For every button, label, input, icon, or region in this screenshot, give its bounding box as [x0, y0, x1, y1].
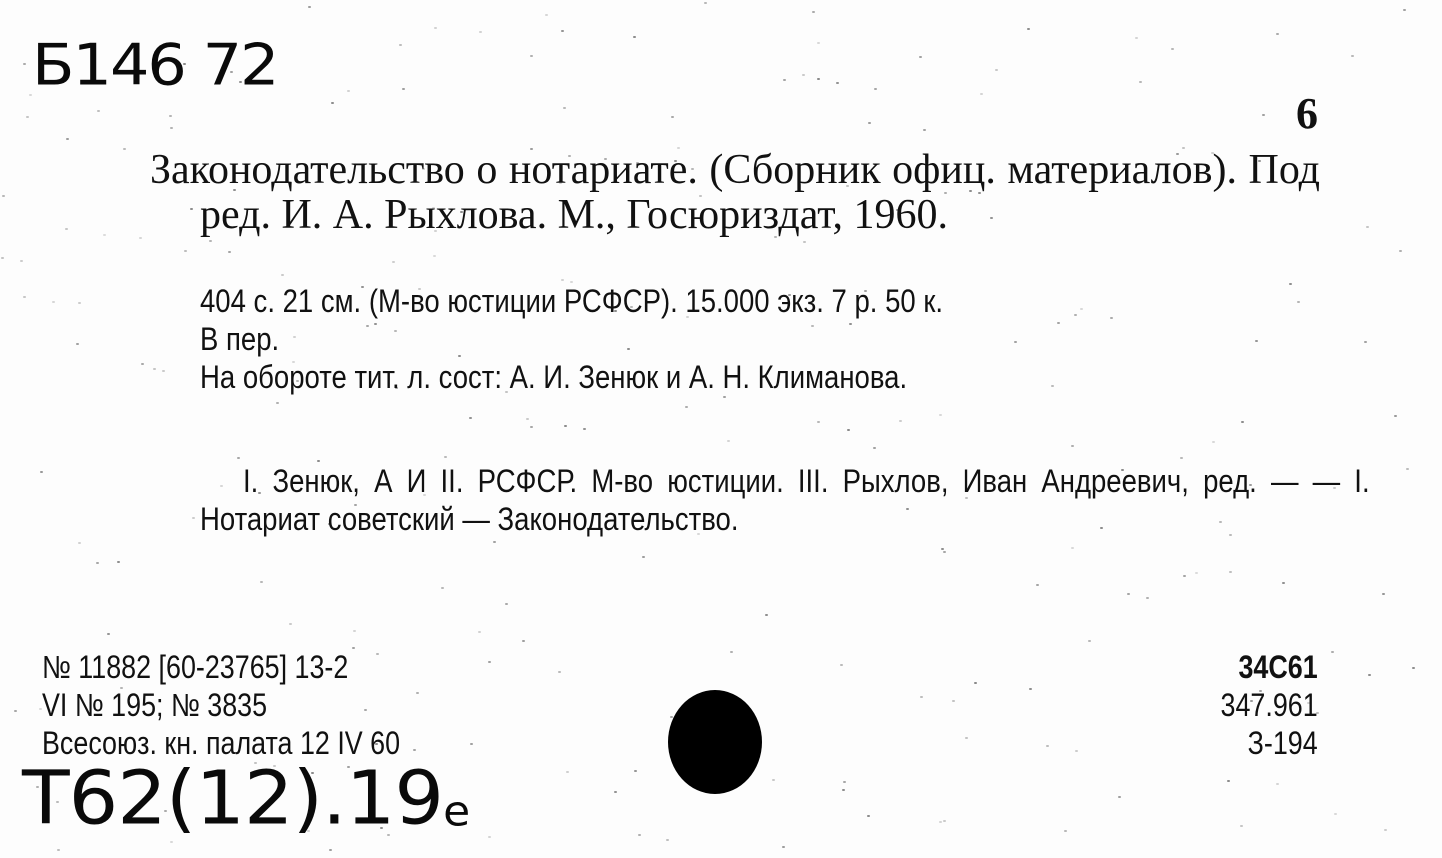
paper-speck — [730, 651, 733, 653]
tracings-text: I. Зенюк, А И II. РСФСР. М-во юстиции. III. Рыхлов, Иван Андреевич, ред. — — I. Нотариат советский — Законодательство. — [200, 463, 1370, 537]
paper-speck — [23, 296, 26, 298]
paper-speck — [209, 240, 212, 242]
classification-code: 347.961 — [1220, 687, 1318, 723]
subject-tracings — [150, 462, 1370, 538]
paper-speck — [873, 447, 876, 449]
paper-speck — [66, 138, 69, 140]
paper-speck — [1297, 301, 1300, 303]
paper-speck — [416, 692, 419, 694]
paper-speck — [723, 396, 726, 398]
paper-speck — [530, 55, 533, 57]
paper-speck — [980, 93, 983, 95]
paper-speck — [1146, 597, 1149, 599]
paper-speck — [1331, 651, 1334, 653]
paper-speck — [614, 791, 617, 793]
paper-speck — [52, 301, 55, 303]
paper-speck — [965, 737, 968, 739]
paper-speck — [558, 671, 561, 673]
paper-speck — [402, 88, 405, 90]
paper-speck — [117, 561, 120, 563]
paper-speck — [441, 587, 444, 589]
paper-speck — [308, 6, 311, 8]
paper-speck — [488, 836, 491, 838]
registration-line: VI № 195; № 3835 — [42, 687, 268, 723]
punch-hole — [668, 690, 762, 794]
paper-speck — [478, 631, 481, 633]
paper-speck — [939, 414, 942, 416]
paper-speck — [671, 116, 674, 118]
paper-speck — [563, 107, 566, 109]
paper-speck — [772, 779, 775, 781]
paper-speck — [1127, 593, 1130, 595]
paper-speck — [899, 420, 902, 422]
paper-speck — [923, 129, 926, 131]
paper-speck — [184, 250, 187, 252]
paper-speck — [1289, 283, 1292, 285]
paper-speck — [1406, 468, 1409, 470]
paper-speck — [470, 743, 473, 745]
paper-speck — [1139, 81, 1142, 83]
paper-speck — [23, 63, 26, 65]
paper-speck — [1046, 745, 1049, 747]
description-line: На обороте тит. л. сост: А. И. Зенюк и А. Н. Климанова. — [200, 359, 908, 395]
paper-speck — [1403, 9, 1406, 11]
paper-speck — [1384, 829, 1387, 831]
paper-speck — [561, 30, 564, 32]
description-line: 404 с. 21 см. (М-во юстиции РСФСР). 15.000 экз. 7 р. 50 к. — [200, 283, 944, 319]
paper-speck — [941, 548, 944, 550]
paper-speck — [704, 2, 707, 4]
paper-speck — [57, 849, 60, 851]
paper-speck — [765, 614, 768, 616]
paper-speck — [727, 440, 730, 442]
classification-codes — [1221, 648, 1318, 762]
paper-speck — [783, 79, 786, 81]
paper-speck — [566, 771, 569, 773]
paper-speck — [281, 274, 284, 276]
paper-speck — [545, 14, 548, 16]
handwritten-call-number: Б146 72 — [32, 30, 278, 99]
paper-speck — [666, 839, 669, 841]
paper-speck — [803, 241, 806, 243]
paper-speck — [1412, 667, 1415, 669]
description-line: В пер. — [200, 321, 280, 357]
paper-speck — [1276, 783, 1279, 785]
paper-speck — [526, 418, 529, 420]
paper-speck — [260, 581, 263, 583]
paper-speck — [65, 228, 68, 230]
paper-speck — [153, 368, 156, 370]
shelf-mark-suffix: е — [443, 787, 470, 837]
paper-speck — [952, 700, 955, 702]
paper-speck — [522, 640, 525, 642]
paper-speck — [1071, 547, 1074, 549]
paper-speck — [1027, 28, 1030, 30]
paper-speck — [1366, 226, 1369, 228]
paper-speck — [1240, 825, 1243, 827]
paper-speck — [1071, 445, 1074, 447]
paper-speck — [1334, 813, 1337, 815]
paper-speck — [974, 682, 977, 684]
paper-speck — [583, 428, 586, 430]
paper-speck — [228, 251, 231, 253]
paper-speck — [162, 370, 165, 372]
paper-speck — [1351, 55, 1354, 57]
paper-speck — [76, 343, 79, 345]
paper-speck — [488, 661, 491, 663]
paper-speck — [1029, 688, 1032, 690]
paper-speck — [505, 603, 508, 605]
paper-speck — [919, 56, 922, 58]
paper-speck — [939, 821, 942, 823]
paper-speck — [633, 36, 636, 38]
paper-speck — [2, 195, 5, 197]
paper-speck — [1064, 830, 1067, 832]
paper-speck — [843, 781, 846, 783]
paper-speck — [14, 710, 17, 712]
shelf-mark-main: Т62(12).19 — [22, 756, 444, 842]
paper-speck — [840, 664, 843, 666]
paper-speck — [836, 82, 839, 84]
paper-speck — [123, 148, 126, 150]
paper-speck — [1399, 250, 1402, 252]
paper-speck — [817, 421, 820, 423]
paper-speck — [289, 623, 292, 625]
paper-speck — [237, 457, 240, 459]
paper-speck — [169, 115, 172, 117]
paper-speck — [141, 363, 144, 365]
paper-speck — [347, 90, 350, 92]
paper-speck — [392, 261, 395, 263]
paper-speck — [817, 78, 820, 80]
paper-speck — [139, 237, 142, 239]
paper-speck — [399, 44, 402, 46]
paper-speck — [782, 846, 785, 848]
paper-speck — [78, 302, 81, 304]
paper-speck — [1075, 750, 1078, 752]
paper-speck — [1394, 415, 1397, 417]
paper-speck — [812, 11, 815, 13]
paper-speck — [1212, 441, 1215, 443]
registration-line: № 11882 [60-23765] 13-2 — [42, 649, 349, 685]
paper-speck — [1227, 780, 1230, 782]
card-number: 6 — [1296, 89, 1318, 138]
paper-speck — [1, 257, 4, 259]
paper-speck — [479, 31, 482, 33]
paper-speck — [1036, 584, 1039, 586]
paper-speck — [817, 42, 820, 44]
paper-speck — [413, 749, 416, 751]
paper-speck — [40, 471, 43, 473]
paper-speck — [353, 630, 356, 632]
paper-speck — [1368, 674, 1371, 676]
paper-speck — [96, 562, 99, 564]
paper-speck — [103, 234, 106, 236]
paper-speck — [1195, 572, 1198, 574]
paper-speck — [1183, 575, 1186, 577]
paper-speck — [943, 820, 946, 822]
paper-speck — [1229, 571, 1232, 573]
paper-speck — [107, 633, 110, 635]
paper-speck — [170, 127, 173, 129]
paper-speck — [874, 88, 877, 90]
paper-speck — [561, 279, 564, 281]
paper-speck — [847, 429, 850, 431]
paper-speck — [276, 402, 279, 404]
paper-speck — [842, 789, 845, 791]
classification-code: З-194 — [1247, 725, 1318, 761]
paper-speck — [20, 260, 23, 262]
paper-speck — [943, 551, 946, 553]
paper-speck — [434, 27, 437, 29]
paper-speck — [26, 116, 29, 118]
paper-speck — [1282, 582, 1285, 584]
paper-speck — [493, 541, 496, 543]
paper-speck — [444, 456, 447, 458]
paper-speck — [1364, 341, 1367, 343]
paper-speck — [920, 696, 923, 698]
paper-speck — [433, 255, 436, 257]
paper-speck — [1382, 593, 1385, 595]
paper-speck — [1118, 796, 1121, 798]
paper-speck — [564, 425, 567, 427]
paper-speck — [530, 426, 533, 428]
paper-speck — [78, 542, 81, 544]
bibliographic-title: Законодательство о нотариате. (Сборник офиц. материалов). Под ред. И. А. Рыхлова. М., Госюриздат, 1960. — [150, 147, 1320, 238]
paper-speck — [97, 110, 100, 112]
handwritten-shelf-mark — [22, 756, 470, 842]
paper-speck — [1255, 340, 1258, 342]
registration-line: Всесоюз. кн. палата 12 IV 60 — [42, 725, 401, 761]
classification-code: 34С61 — [1238, 649, 1318, 685]
paper-speck — [329, 849, 332, 851]
paper-speck — [634, 770, 637, 772]
paper-speck — [802, 74, 805, 76]
registration-info — [42, 648, 400, 762]
paper-speck — [1276, 33, 1279, 35]
physical-description — [200, 282, 1163, 396]
paper-speck — [1180, 457, 1183, 459]
paper-speck — [642, 556, 645, 558]
paper-speck — [1262, 114, 1265, 116]
paper-speck — [1135, 37, 1138, 39]
paper-speck — [331, 102, 334, 104]
paper-speck — [638, 834, 641, 836]
paper-speck — [1171, 48, 1174, 50]
paper-speck — [1241, 421, 1244, 423]
paper-speck — [685, 406, 688, 408]
paper-speck — [868, 122, 871, 124]
paper-speck — [469, 417, 472, 419]
paper-speck — [1088, 640, 1091, 642]
paper-speck — [867, 815, 870, 817]
paper-speck — [995, 69, 998, 71]
